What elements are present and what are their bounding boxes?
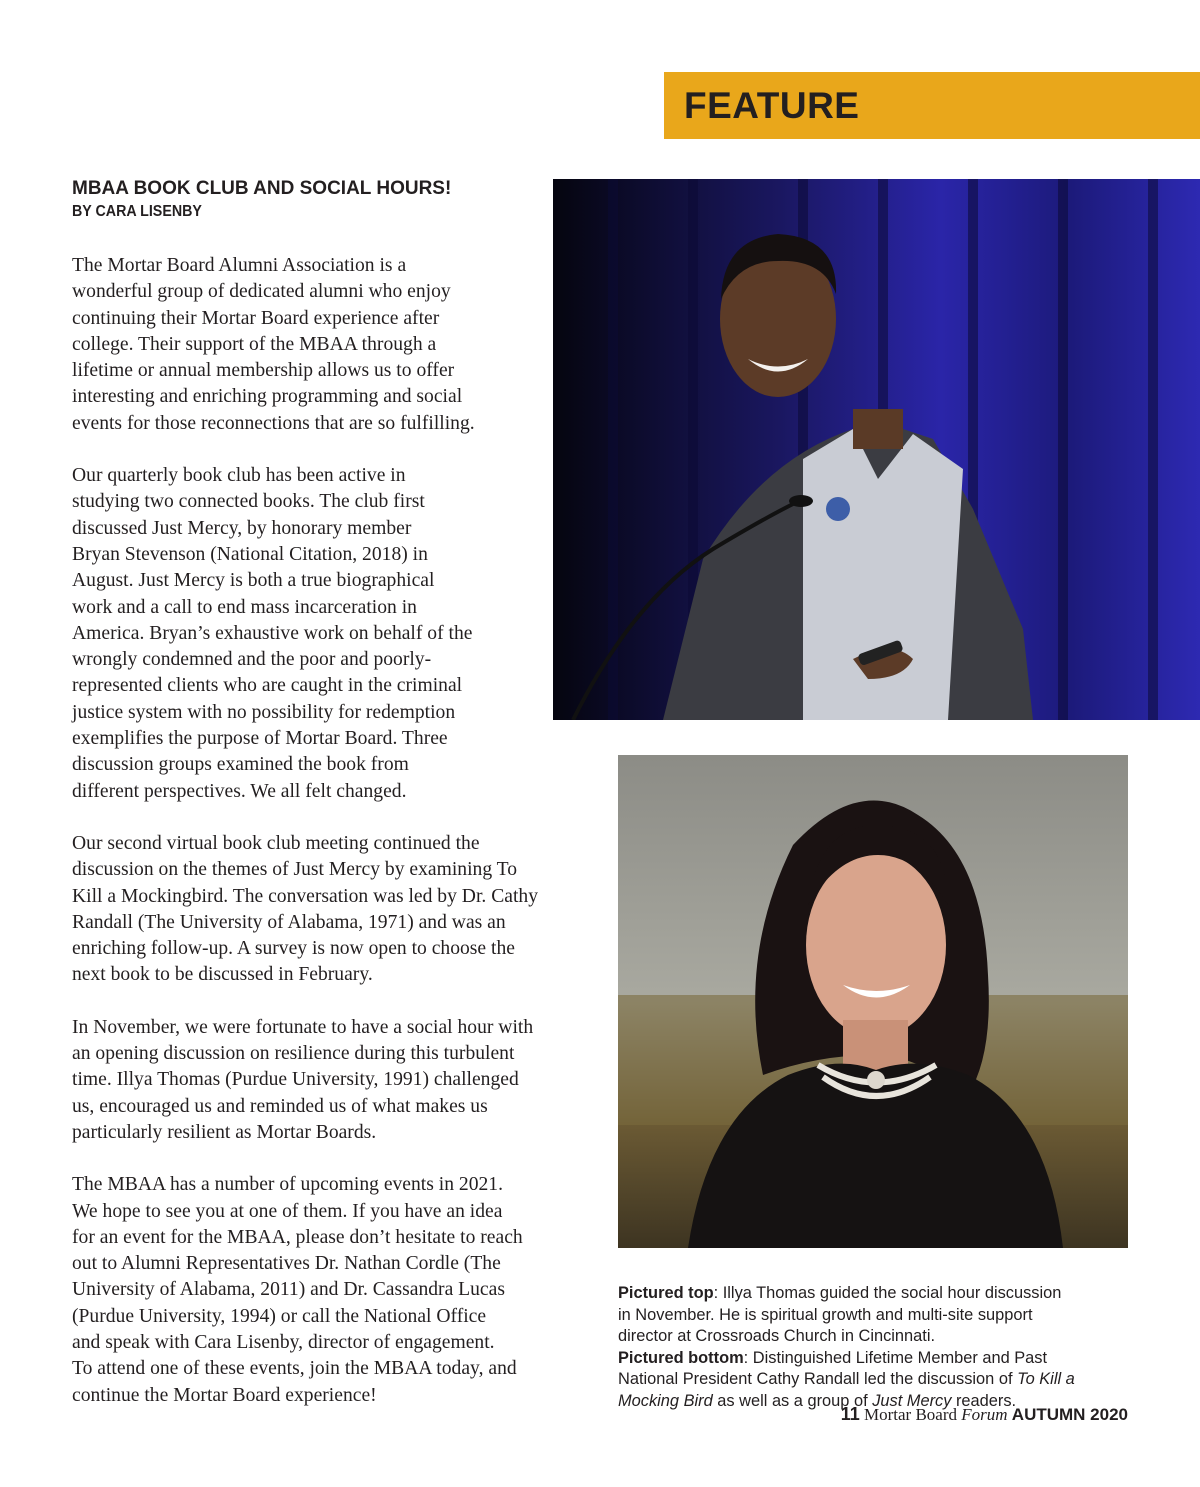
article (72, 176, 584, 1435)
caption-top-label: Pictured top (618, 1284, 714, 1302)
section-label: FEATURE (684, 84, 860, 126)
section-banner (664, 72, 1200, 139)
photo-speaker (553, 179, 1200, 720)
caption-book-title: Just Mercy (872, 1391, 952, 1410)
article-paragraph: The Mortar Board Alumni Association is a wonderful group of dedicated alumni who enjoy continuing their Mortar Board experience after college. Their support of the MBAA through a lifetime or annual membership allows us to offer interesting and enriching programming and social events for those reconnections that are so fulfilling. (72, 255, 475, 434)
page-footer (841, 1404, 1128, 1425)
caption-bottom-label: Pictured bottom (618, 1348, 744, 1367)
caption-top-text: : Illya Thomas guided the social hour discussion in November. He is spiritual growth and multi-site support director at Crossroads Church in Cincinnati. (618, 1284, 1062, 1345)
page-number: 11 (840, 1404, 860, 1424)
article-paragraph: Our quarterly book club has been active in studying two connected books. The club first discussed Just Mercy, by honorary member Bryan Stevenson (National Citation, 2018) in August. Just Mercy is both a true biographical work and a call to end mass incarceration in America. Bryan’s exhaustive work on behalf of the wrongly condemned and the poor and poorly- represented clients who are caught in the criminal justice system with no possibility for redemption exemplifies the purpose of Mortar Board. Three discussion groups examined the book from different perspectives. We all felt changed. (72, 465, 473, 802)
article-paragraph: In November, we were fortunate to have a social hour with an opening discussion on resilience during this turbulent time. Illya Thomas (Purdue University, 1991) challenged us, encouraged us and reminded us of what makes us particularly resilient as Mortar Boards. (72, 1016, 534, 1143)
caption-bottom-text: : Distinguished Lifetime Member and Past National President Cathy Randall led the discussion of (618, 1348, 1048, 1388)
caption-top (618, 1283, 1138, 1348)
caption-bottom-text: readers. (951, 1391, 1017, 1410)
caption-bottom (618, 1348, 1138, 1413)
caption-bottom-text: as well as a group of (712, 1391, 873, 1410)
article-byline: BY CARA LISENBY (72, 203, 202, 220)
photo-honoree (618, 755, 1128, 1248)
article-paragraph: Our second virtual book club meeting continued the discussion on the themes of Just Mercy by examining To Kill a Mockingbird. The conversation was led by Dr. Cathy Randall (The University of Alabama, 1971) and was an enriching follow-up. A survey is now open to choose the next book to be discussed in February. (72, 832, 538, 986)
issue-season: AUTUMN 2020 (1011, 1405, 1128, 1424)
publication-name: Mortar Board (864, 1405, 958, 1424)
article-paragraph: The MBAA has a number of upcoming events in 2021. We hope to see you at one of them. If you have an idea for an event for the MBAA, please don’t hesitate to reach out to Alumni Representatives Dr. Nathan Cordle (The University of Alabama, 2011) and Dr. Cassandra Lucas (Purdue University, 1994) or call the National Office and speak with Cara Lisenby, director of engagement. To attend one of these events, join the MBAA today, and continue the Mortar Board experience! (72, 1174, 523, 1406)
caption-book-title: To Kill a Mocking Bird (618, 1370, 1075, 1410)
photo-caption (618, 1283, 1138, 1412)
speaker-photo-illustration (553, 179, 1200, 720)
publication-forum: Forum (961, 1405, 1008, 1424)
honoree-photo-illustration (618, 755, 1128, 1248)
article-headline: MBAA BOOK CLUB AND SOCIAL HOURS! (72, 178, 452, 199)
